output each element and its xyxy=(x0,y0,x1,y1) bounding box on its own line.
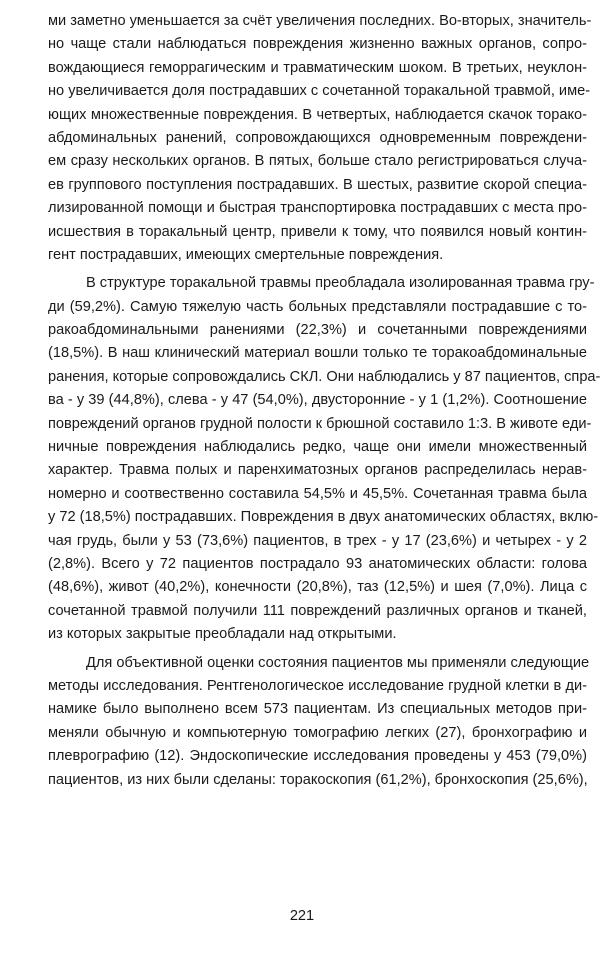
text-line: (2,8%). Всего у 72 пациентов пострадало 93 анатомических области: голова xyxy=(48,555,587,572)
text-line: В структуре торакальной травмы преобладала изолированная травма гру- xyxy=(86,275,595,292)
paragraph-3 xyxy=(48,652,590,792)
text-line: ев группового поступления пострадавших. В шестых, развитие скорой специа- xyxy=(48,176,587,193)
text-line: ющих множественные повреждения. В четвертых, наблюдается скачок торако- xyxy=(48,106,587,123)
text-line: характер. Травма полых и паренхиматозных органов распределилась нерав- xyxy=(48,462,587,479)
paragraph-2 xyxy=(48,272,601,646)
body-text xyxy=(48,10,601,792)
text-line: намике было выполнено всем 573 пациентам. Из специальных методов при- xyxy=(48,701,587,718)
text-line: гент пострадавших, имеющих смертельные повреждения. xyxy=(48,246,444,263)
text-line: (48,6%), живот (40,2%), конечности (20,8%), таз (12,5%) и шея (7,0%). Лица с xyxy=(48,579,587,596)
text-line: ми заметно уменьшается за счёт увеличения последних. Во-вторых, значитель- xyxy=(48,13,592,29)
text-line: номерно и соотвественно составила 54,5% и 45,5%. Сочетанная травма была xyxy=(48,485,587,502)
text-line: вождающиеся геморрагическим и травматическим шоком. В третьих, неуклон- xyxy=(48,59,587,76)
text-line: меняли обычную и компьютерную томографию легких (27), бронхографию и xyxy=(48,724,587,741)
text-line: у 72 (18,5%) пострадавших. Повреждения в двух анатомических областях, вклю- xyxy=(48,509,599,526)
text-line: методы исследования. Рентгенологическое исследование грудной клетки в ди- xyxy=(48,677,587,694)
text-line: ди (59,2%). Самую тяжелую часть больных представляли пострадавшие с то- xyxy=(48,298,587,315)
page-number: 221 xyxy=(289,908,315,924)
text-line: сочетанной травмой получили 111 повреждений различных органов и тканей, xyxy=(48,602,587,619)
text-line: ранения, которые сопровождались СКЛ. Они наблюдались у 87 пациентов, спра- xyxy=(48,368,601,385)
text-line: но увеличивается доля пострадавших с сочетанной торакальной травмой, име- xyxy=(48,83,591,100)
text-line: из которых закрытые преобладали над открытыми. xyxy=(48,626,397,643)
text-line: повреждений органов грудной полости к брюшной составило 1:3. В животе еди- xyxy=(48,415,592,432)
text-line: ракоабдоминальными ранениями (22,3%) и сочетанными повреждениями xyxy=(48,322,587,339)
text-line: ничные повреждения наблюдались редко, чаще они имели множественный xyxy=(48,439,587,456)
text-line: абдоминальных ранений, сопровождающихся одновременным повреждени- xyxy=(48,129,587,146)
text-line: чая грудь, были у 53 (73,6%) пациентов, в трех - у 17 (23,6%) и четырех - у 2 xyxy=(48,532,587,549)
text-line: Для объективной оценки состояния пациентов мы применяли следующие xyxy=(86,654,590,671)
text-line: пациентов, из них были сделаны: торакоскопия (61,2%), бронхоскопия (25,6%), xyxy=(48,771,588,788)
paragraph-1 xyxy=(48,10,592,267)
text-line: лизированной помощи и быстрая транспортировка пострадавших с места про- xyxy=(48,200,587,217)
text-line: (18,5%). В наш клинический материал вошли только те торакоабдоминальные xyxy=(48,345,587,362)
text-line: но чаще стали наблюдаться повреждения жизненно важных органов, сопро- xyxy=(48,36,587,53)
text-line: ем сразу нескольких органов. В пятых, больше стало регистрироваться случа- xyxy=(48,153,587,170)
text-line: плеврографию (12). Эндоскопические исследования проведены у 453 (79,0%) xyxy=(48,748,587,765)
text-line: исшествия в торакальный центр, привели к тому, что появился новый контин- xyxy=(48,223,587,240)
text-line: ва - у 39 (44,8%), слева - у 47 (54,0%), двусторонние - у 1 (1,2%). Соотношение xyxy=(48,392,587,409)
